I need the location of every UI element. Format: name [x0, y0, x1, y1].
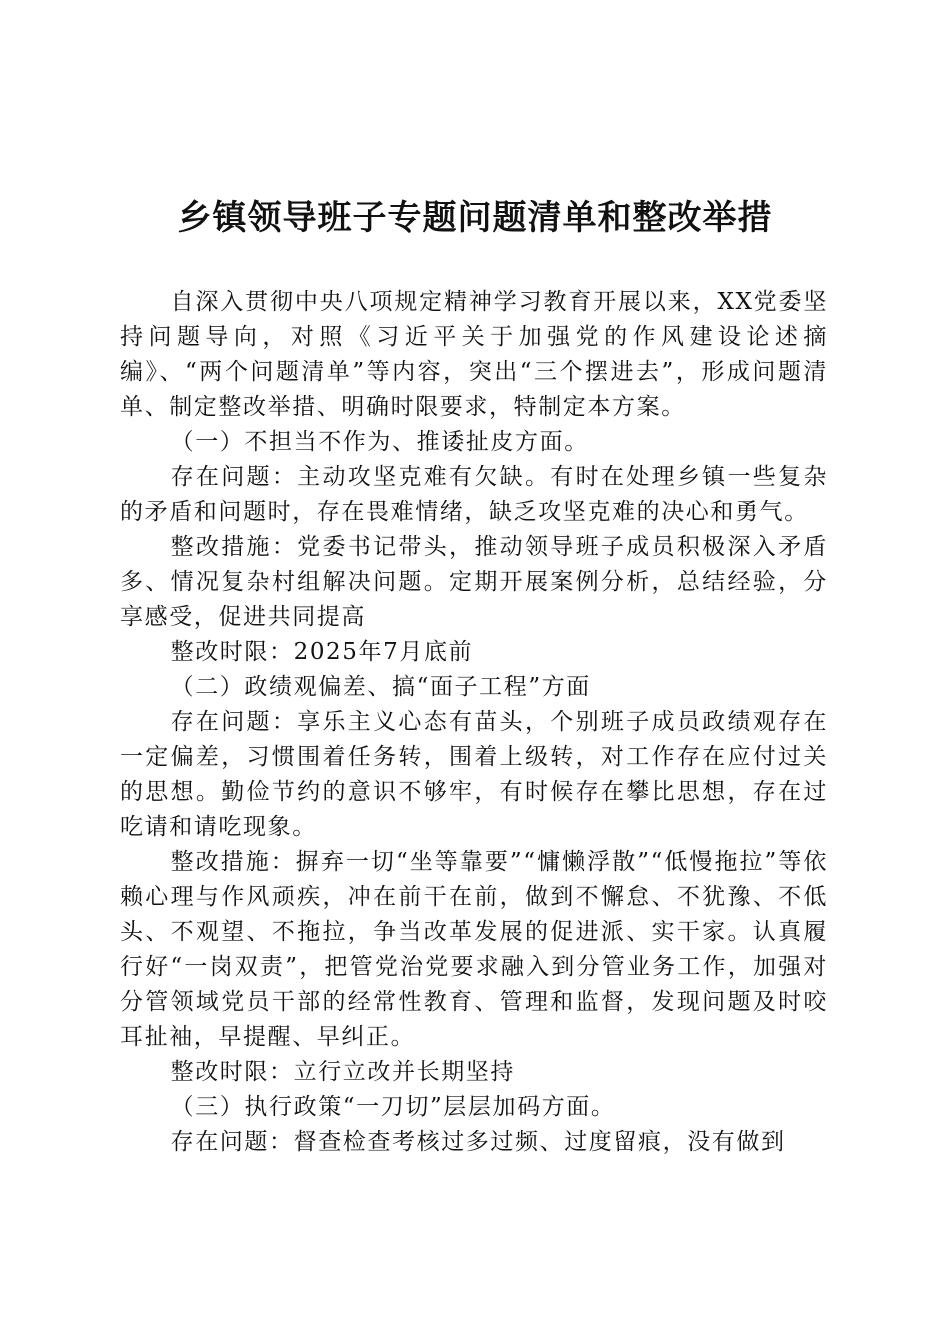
document-title: 乡镇领导班子专题问题清单和整改举措 — [177, 198, 773, 238]
section-heading-3: （三）执行政策“一刀切”层层加码方面。 — [170, 1094, 616, 1120]
section-heading-1: （一）不担当不作为、推诿扯皮方面。 — [170, 429, 589, 455]
measure-paragraph-1: 整改措施：党委书记带头，推动领导班子成员积极深入矛盾多、情况复杂村组解决问题。定期开展案例分析，总结经验，分享感受，促进共同提高 — [120, 534, 828, 630]
problem-paragraph-3: 存在问题：督查检查考核过多过频、过度留痕，没有做到 — [170, 1129, 786, 1155]
problem-paragraph-1: 存在问题：主动攻坚克难有欠缺。有时在处理乡镇一些复杂的矛盾和问题时，存在畏难情绪，缺乏攻坚克难的决心和勇气。 — [120, 464, 828, 525]
deadline-paragraph-1: 整改时限：2025年7月底前 — [170, 639, 474, 665]
document-body — [120, 285, 828, 1160]
problem-paragraph-2: 存在问题：享乐主义心态有苗头，个别班子成员政绩观存在一定偏差，习惯围着任务转，围着上级转，对工作存在应付过关的思想。勤俭节约的意识不够牢，有时候存在攀比思想，存在过吃请和请吃现象。 — [120, 709, 828, 840]
measure-paragraph-2: 整改措施：摒弃一切“坐等靠要”“慵懒浮散”“低慢拖拉”等依赖心理与作风顽疾，冲在前干在前，做到不懈怠、不犹豫、不低头、不观望、不拖拉，争当改革发展的促进派、实干家。认真履行好“一岗双责”，把管党治党要求融入到分管业务工作，加强对分管领域党员干部的经常性教育、管理和监督，发现问题及时咬耳扯袖，早提醒、早纠正。 — [120, 849, 828, 1050]
section-heading-2: （二）政绩观偏差、搞“面子工程”方面 — [170, 674, 591, 700]
intro-paragraph: 自深入贯彻中央八项规定精神学习教育开展以来，XX党委坚持问题导向，对照《习近平关于加强党的作风建设论述摘编》、“两个问题清单”等内容，突出“三个摆进去”，形成问题清单、制定整改举措、明确时限要求，特制定本方案。 — [120, 289, 828, 420]
deadline-paragraph-2: 整改时限：立行立改并长期坚持 — [170, 1059, 515, 1085]
